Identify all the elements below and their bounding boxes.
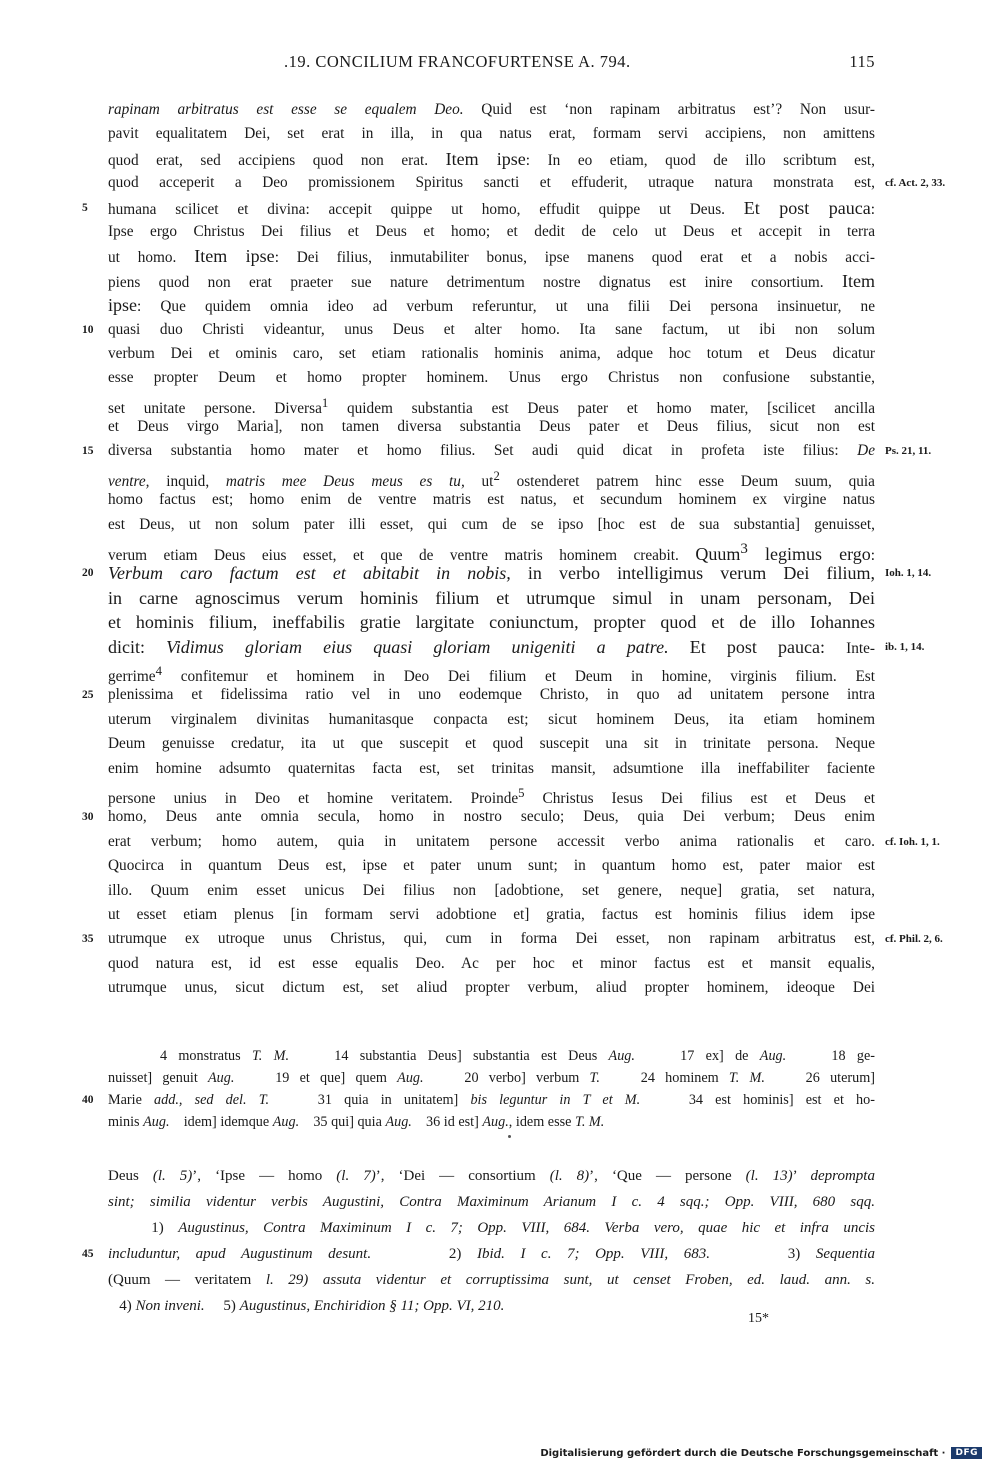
critical-apparatus (82, 1045, 876, 1133)
line-number: 10 (82, 323, 94, 336)
line-number: 20 (82, 567, 94, 580)
dfg-logo: DFG (951, 1447, 982, 1459)
text-line: persone unius in Deo et homine veritatem. Proinde$^5$ Christus Iesus Dei filius est et Deus et (108, 785, 875, 808)
note-line: 1) Augustinus, Contra Maximinum I c. 7; Opp. VIII, 684. Verba vero, quae hic et infra uncis (108, 1220, 875, 1236)
line-number: 45 (82, 1248, 94, 1260)
text-line: piens quod non erat praeter sue nature detrimentum nostre dignatus est inire consortium. Item (108, 270, 875, 291)
text-line: diversa substantia homo mater et homo filius. Set audi quid dicat in profeta iste filius: De 15 Ps. 21, 11. (108, 439, 875, 463)
marginal-reference: cf. Act. 2, 33. (885, 177, 946, 190)
note-line: 4) Non inveni. 5) Augustinus, Enchiridion § 11; Opp. VI, 210. (108, 1298, 505, 1314)
funding-text: Digitalisierung gefördert durch die Deutsche Forschungsgemeinschaft · (540, 1447, 946, 1459)
text-line: ut esset etiam plenus [in formam servi adobtione et] gratia, factus est hominis filius idem ipse (108, 905, 875, 923)
running-header (108, 52, 875, 76)
line-number: 35 (82, 933, 94, 946)
page-number: 115 (849, 52, 875, 71)
note-line: Deus (l. 5)’, ‘Ipse — homo (l. 7)’, ‘Dei — consortium (l. 8)’, ‘Que — persone (l. 13)’ deprompta (108, 1168, 875, 1184)
apparatus-line: 4 monstratus T. M. 14 substantia Deus] substantia est Deus Aug. 17 ex] de Aug. 18 ge- (160, 1048, 876, 1064)
text-line: set unitate persone. Diversa$^1$ quidem substantia est Deus pater et homo mater, [scilicet ancilla (108, 395, 876, 417)
text-line: Quocirca in quantum Deus est, ipse et pater unum sunt; in quantum homo est, pater maior est (108, 857, 875, 875)
text-line: utrumque ex utroque unus Christus, qui, cum in forma Dei esset, non rapinam arbitratus est, 35 cf. Phil. 2, 6. (108, 927, 875, 951)
apparatus-line: minis Aug. idem] idemque Aug. 35 qui] quia Aug. 36 id est] Aug., idem esse T. M. (108, 1114, 605, 1130)
text-line: est Deus, ut non solum pater illi esset, qui cum de se ipso [hoc est de sua substantia] genuisset, (108, 515, 875, 533)
text-line: esse propter Deum et homo propter hominem. Unus ergo Christus non confusione substantie, (108, 369, 875, 387)
text-line: rapinam arbitratus est esse se equalem Deo. Quid est ‘non rapinam arbitratus est’? Non usur- (108, 101, 875, 118)
line-number: 30 (82, 811, 94, 824)
apparatus-line: Marie add., sed del. T. 31 quia in unitatem] bis leguntur in T et M. 34 est hominis] est et ho- 40 (108, 1089, 875, 1111)
text-line: verum etiam Deus eius esset, et que de ventre matris hominem creabit. Quum$^3$ legimus ergo: (108, 541, 876, 565)
text-line: verbum Dei et ominis caro, set etiam rationalis hominis anima, adque hoc totum et Deus dicatur (108, 344, 875, 362)
text-line: et Deus virgo Maria], non tamen diversa substantia Deus pater et Deus filius, sicut non est (108, 418, 875, 436)
separator-dot (508, 1135, 511, 1138)
signature-mark: 15* (748, 1311, 769, 1326)
text-line: quod natura est, id est esse equalis Deo. Ac per hoc et minor factus est et mansit equalis, (108, 954, 875, 972)
text-line: Verbum caro factum est et abitabit in nobis, in verbo intelligimus verum Dei filium, 20 Ioh. 1, 14. (108, 561, 875, 585)
running-title: .19. CONCILIUM FRANCOFURTENSE A. 794. (284, 52, 631, 71)
marginal-reference: cf. Phil. 2, 6. (885, 933, 943, 946)
text-line: ipse: Que quidem omnia ideo ad verbum referuntur, ut una filii Dei persona insinuetur, ne (108, 295, 875, 316)
marginal-reference: ib. 1, 14. (885, 640, 925, 653)
line-number: 5 (82, 201, 88, 214)
text-line: ventre, inquid, matris mee Deus meus es tu, $ut^2$ ostenderet patrem hinc esse Deum suum, quia (108, 468, 875, 490)
footnotes (82, 1163, 876, 1319)
text-line: quod acceperit a Deo promissionem Spiritus sancti et effuderit, utraque natura monstrata est, cf. Act. 2, 33. (108, 171, 875, 195)
line-number: 40 (82, 1094, 94, 1106)
line-number: 15 (82, 445, 94, 458)
marginal-reference: cf. Ioh. 1, 1. (885, 835, 940, 848)
text-line: homo, Deus ante omnia secula, homo in nostro seculo; Deus, quia Dei verbum; Deus enim 30 (108, 805, 875, 829)
text-line: humana scilicet et divina: accepit quippe ut homo, effudit quippe ut Deus. Et post pauca: 5 (108, 196, 875, 220)
text-line: et hominis filium, ineffabilis gratie largitate coniunctum, propter quod et de illo Iohannes (108, 612, 875, 633)
apparatus-line: nuisset] genuit Aug. 19 et que] quem Aug. 20 verbo] verbum T. 24 hominem T. M. 26 uterum] (108, 1070, 875, 1086)
marginal-reference: Ioh. 1, 14. (885, 567, 932, 580)
text-line: illo. Quum enim esset unicus Dei filius non [adobtione, set genere, neque] gratia, set natura, (108, 881, 875, 899)
note-line: (Quum — veritatem l. 29) assuta videntur et corruptissima sunt, ut censet Froben, ed. laud. ann. s. (108, 1272, 875, 1288)
text-line: dicit: Vidimus gloriam eius quasi gloriam unigeniti a patre. Et post pauca: Inte- ib. 1, 14. (108, 635, 875, 659)
text-line: erat verbum; homo autem, quia in unitatem persone accessit verbo anima rationalis et caro. cf. Ioh. 1, 1. (108, 830, 875, 854)
text-line: plenissima et fidelissima ratio vel in uno eodemque Christo, in quo ad unitatem persone intra 25 (108, 683, 875, 707)
marginal-reference: Ps. 21, 11. (885, 445, 932, 458)
main-text (82, 98, 946, 1000)
text-line: Ipse ergo Christus Dei filius et Deus et homo; et dedit de celo ut Deus et accepit in terra (108, 222, 875, 240)
text-line: quod erat, sed accipiens quod non erat. Item ipse: In eo etiam, quod de illo scribtum est, (108, 148, 876, 169)
text-line: in carne agnoscimus verum hominis filium et utrumque simul in unam personam, Dei (108, 587, 875, 608)
text-line: pavit equalitatem Dei, set erat in illa, in qua natus erat, formam servi accipiens, non amittens (108, 125, 875, 143)
line-number: 25 (82, 689, 94, 702)
text-line: gerrime$^4$ confitemur et hominem in Deo Dei filium et Deum in homine, virginis filium. Est (108, 663, 875, 686)
text-line: ut homo. Item ipse: Dei filius, inmutabiliter bonus, ipse manens quod erat et a nobis acci- (108, 246, 876, 267)
text-line: enim homine adsumto quaternitas facta est, set trinitas mansit, adsumtione illa ineffabiliter faciente (108, 759, 875, 777)
note-line: sint; similia videntur verbis Augustini, Contra Maximinum Arianum I c. 4 sqq.; Opp. VIII, 680 sqq. (108, 1194, 875, 1210)
text-line: Deum genuisse credatur, ita ut que suscepit et quod suscepit una sit in trinitate persona. Neque (108, 735, 875, 753)
funding-footer (540, 1447, 982, 1459)
text-line: homo factus est; homo enim de ventre matris est natus, et secundum hominem ex virgine natus (108, 491, 875, 509)
note-line: includuntur, apud Augustinum desunt. 2) Ibid. I c. 7; Opp. VIII, 683. 3) Sequentia 45 (108, 1241, 875, 1267)
text-line: quasi duo Christi videantur, unus Deus et alter homo. Ita sane factum, ut ibi non solum 10 (108, 318, 875, 342)
text-line: uterum virginalem divinitas humanitasque conpacta est; sicut hominem Deus, ita etiam hominem (108, 710, 875, 728)
text-line: utrumque unus, sicut dictum est, set aliud propter verbum, aliud propter hominem, ideoque Dei (108, 979, 875, 997)
